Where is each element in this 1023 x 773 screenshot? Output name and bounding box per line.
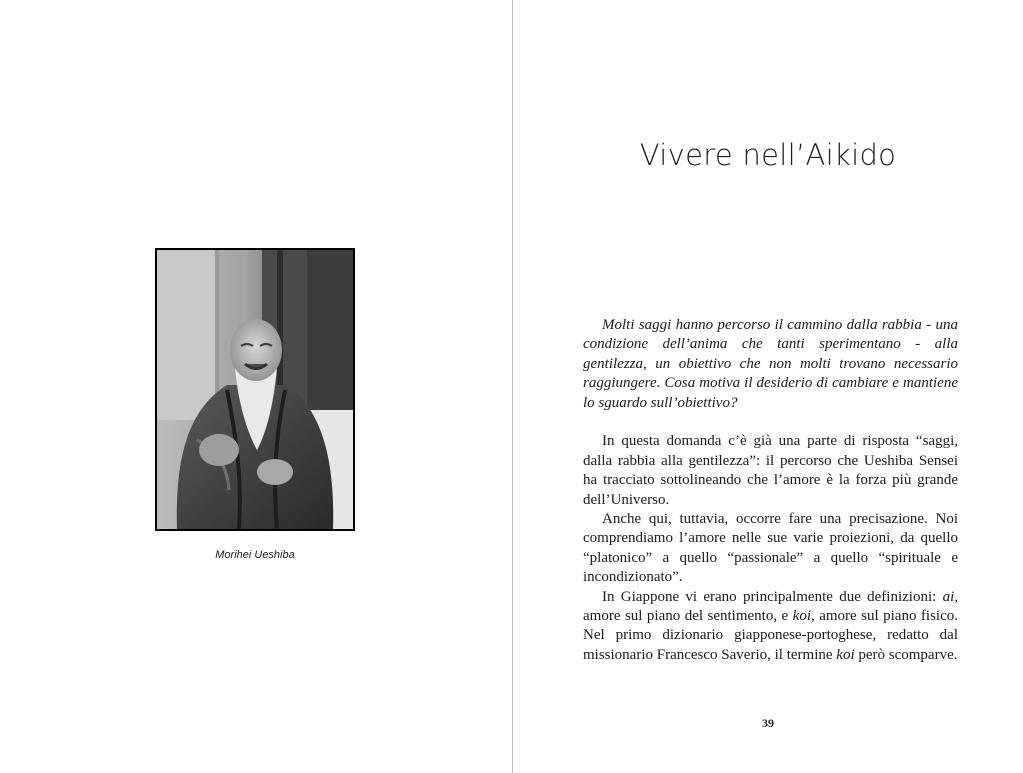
right-page — [513, 0, 1023, 773]
paragraph-text: , amore sul piano fisico. Nel primo dizionario giapponese-portoghese, redatto dal missionario Francesco Saverio, il termine — [583, 608, 958, 663]
portrait-photo-image — [157, 250, 353, 529]
paragraph: Anche qui, tuttavia, occorre fare una precisazione. Noi comprendiamo l’amore nelle sue varie proiezioni, da quello “platonico” a quello “passionale” a quello “spirituale e incondizionato”. — [583, 511, 958, 586]
paragraph-text: però scomparve. — [854, 646, 958, 663]
page-number: 39 — [762, 716, 774, 730]
term-ai: ai — [942, 588, 955, 605]
paragraph-text: In Giappone vi erano principalmente due definizioni: — [602, 588, 943, 605]
photo-caption: Morihei Ueshiba — [215, 549, 295, 561]
epigraph: Molti saggi hanno percorso il cammino dalla rabbia - una condizione dell’anima che tanti sperimentano - alla gentilezza, un obiettivo che non molti trovano necessario raggiungere. Cosa motiva il desiderio di cambiare e mantiene lo sguardo sull’obiettivo? — [583, 317, 958, 411]
term-koi: koi — [836, 646, 855, 663]
portrait-photo — [155, 248, 355, 531]
body-text — [583, 316, 958, 665]
chapter-title: Vivere nell’Aikido — [639, 138, 897, 172]
paragraph-text: , amore sul piano del sentimento, e — [583, 588, 958, 625]
term-koi: koi — [792, 608, 811, 625]
paragraph — [583, 588, 958, 666]
paragraph: In questa domanda c’è già una parte di risposta “saggi, dalla rabbia alla gentilezza”: il percorso che Ueshiba Sensei ha tracciato sottolineando che l’amore è la forza più grande dell’Universo. — [583, 433, 958, 508]
